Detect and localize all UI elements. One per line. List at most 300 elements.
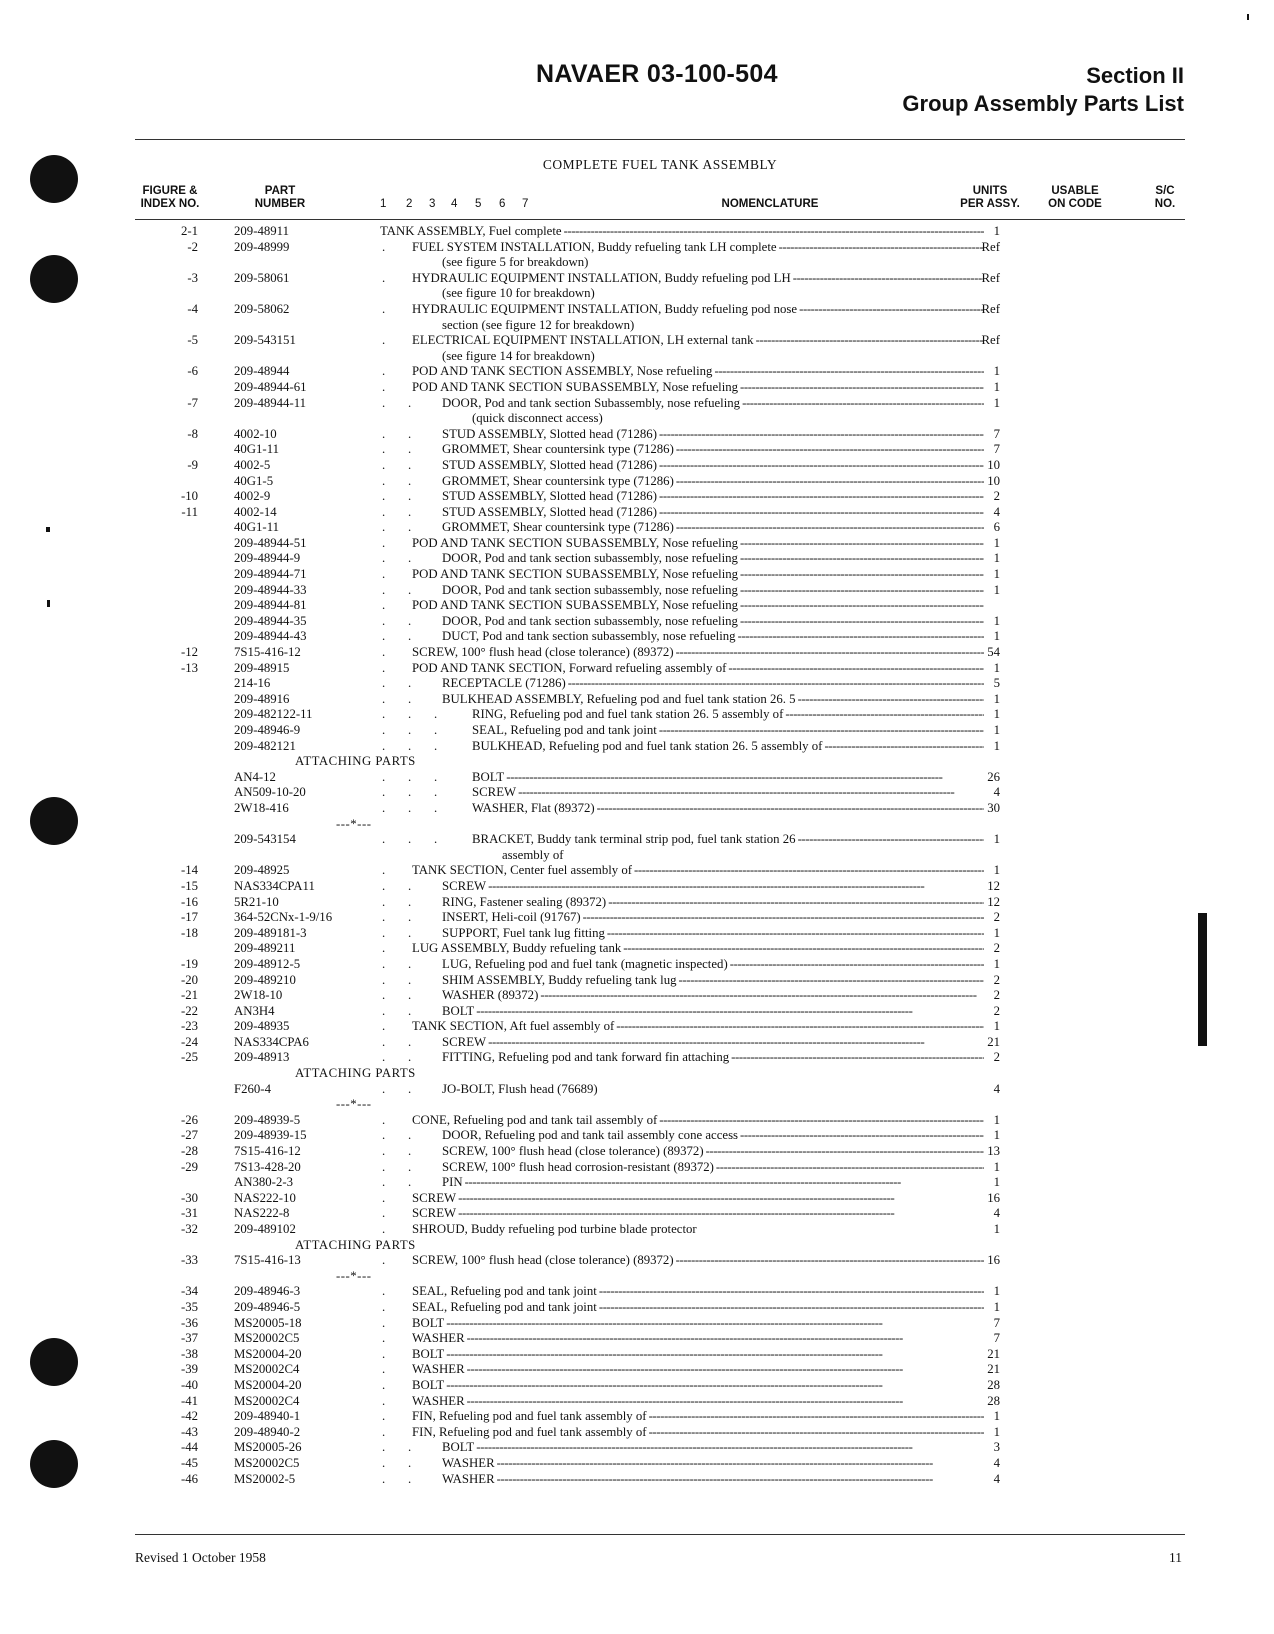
nomenclature bbox=[412, 941, 984, 957]
nomenclature bbox=[442, 474, 984, 490]
part-number: 4002-14 bbox=[234, 504, 277, 519]
nomenclature-text: WASHER bbox=[412, 1393, 465, 1408]
leader-dashes bbox=[738, 567, 984, 583]
indent-dot: . bbox=[408, 956, 412, 971]
indent-dot: . bbox=[382, 1128, 386, 1143]
nomenclature-text: WASHER (89372) bbox=[442, 988, 539, 1003]
leader-dashes bbox=[597, 1300, 984, 1316]
table-row bbox=[0, 614, 1274, 630]
part-number: NAS222-10 bbox=[234, 1190, 296, 1205]
nomenclature-text: SCREW, 100° flush head (close tolerance) (89372) bbox=[412, 645, 674, 660]
table-row bbox=[0, 1144, 1274, 1160]
indent-dot: . bbox=[382, 473, 386, 488]
indent-dot: . bbox=[382, 364, 386, 379]
leader-dashes bbox=[657, 458, 984, 474]
indent-dot: . bbox=[434, 769, 438, 784]
nomenclature bbox=[412, 1284, 984, 1300]
nomenclature bbox=[442, 505, 984, 521]
table-row bbox=[0, 895, 1274, 911]
part-number: 40G1-5 bbox=[234, 473, 274, 488]
part-number: MS20002-5 bbox=[234, 1471, 296, 1486]
units-per-assy: Ref bbox=[981, 301, 1000, 316]
indent-dot: . bbox=[382, 426, 386, 441]
figure-index: -14 bbox=[180, 863, 198, 878]
col-units-per-assy: UNITS PER ASSY. bbox=[960, 185, 1020, 210]
indent-dot: . bbox=[382, 1377, 386, 1392]
figure-index: -17 bbox=[180, 910, 198, 925]
indent-dot: . bbox=[382, 379, 386, 394]
part-number: 209-48944 bbox=[234, 364, 290, 379]
indent-dot: . bbox=[434, 707, 438, 722]
units-per-assy: 1 bbox=[993, 956, 1000, 971]
table-row bbox=[0, 1456, 1274, 1472]
figure-index: 2-1 bbox=[180, 224, 198, 238]
table-row bbox=[0, 879, 1274, 895]
units-per-assy: 1 bbox=[993, 925, 1000, 940]
figure-index: -46 bbox=[180, 1471, 198, 1486]
indent-level-2: 2 bbox=[406, 198, 413, 210]
leader-dashes bbox=[738, 598, 984, 614]
attaching-parts-separator bbox=[0, 817, 1274, 833]
nomenclature-text: SEAL, Refueling pod and tank joint bbox=[472, 723, 657, 737]
nomenclature bbox=[412, 567, 984, 583]
units-per-assy: 2 bbox=[993, 1003, 1000, 1018]
leader-dashes bbox=[674, 474, 984, 490]
indent-dot: . bbox=[382, 489, 386, 504]
units-per-assy: 3 bbox=[993, 1440, 1000, 1455]
indent-dot: . bbox=[408, 800, 412, 815]
table-row bbox=[0, 271, 1274, 287]
part-number: 209-48944-35 bbox=[234, 613, 307, 628]
table-row bbox=[0, 536, 1274, 552]
nomenclature bbox=[442, 1050, 984, 1066]
indent-dot: . bbox=[382, 457, 386, 472]
figure-index: -41 bbox=[180, 1393, 198, 1408]
table-row-continuation bbox=[0, 848, 1274, 864]
nomenclature-text: RECEPTACLE (71286) bbox=[442, 676, 566, 691]
leader-dashes bbox=[614, 1019, 984, 1035]
table-row bbox=[0, 739, 1274, 755]
part-number: AN509-10-20 bbox=[234, 785, 306, 800]
indent-dot: . bbox=[382, 785, 386, 800]
part-number: 40G1-11 bbox=[234, 442, 280, 457]
figure-index: -16 bbox=[180, 894, 198, 909]
nomenclature-text: STUD ASSEMBLY, Slotted head (71286) bbox=[442, 489, 657, 504]
indent-dot: . bbox=[408, 707, 412, 722]
part-number: MS20004-20 bbox=[234, 1377, 302, 1392]
part-number: AN380-2-3 bbox=[234, 1175, 293, 1190]
indent-dot: . bbox=[408, 582, 412, 597]
figure-index: -34 bbox=[180, 1284, 198, 1299]
table-row bbox=[0, 380, 1274, 396]
part-number: 7S13-428-20 bbox=[234, 1159, 301, 1174]
units-per-assy: 1 bbox=[993, 582, 1000, 597]
leader-dashes bbox=[465, 1331, 984, 1347]
leader-dashes bbox=[456, 1191, 984, 1207]
indent-dot: . bbox=[382, 1346, 386, 1361]
units-per-assy: 1 bbox=[993, 1222, 1000, 1236]
indent-dot: . bbox=[408, 457, 412, 472]
table-row-continuation bbox=[0, 349, 1274, 365]
leader-dashes bbox=[504, 770, 984, 786]
leader-dashes bbox=[444, 1378, 984, 1394]
indent-dot: . bbox=[382, 333, 386, 348]
indent-dot: . bbox=[382, 1050, 386, 1065]
indent-dot: . bbox=[382, 629, 386, 644]
nomenclature bbox=[412, 333, 984, 349]
nomenclature-text: SCREW bbox=[412, 1206, 457, 1221]
nomenclature-text: DOOR, Pod and tank section Subassembly, nose refueling bbox=[442, 395, 741, 410]
figure-index: -45 bbox=[180, 1455, 198, 1470]
indent-dot: . bbox=[408, 910, 412, 925]
leader-dashes bbox=[674, 520, 984, 536]
indent-dot: . bbox=[382, 1159, 386, 1174]
nomenclature-text: SCREW, 100° flush head corrosion-resistant (89372) bbox=[442, 1159, 714, 1174]
nomenclature-text: WASHER bbox=[442, 1471, 495, 1486]
table-row bbox=[0, 707, 1274, 723]
leader-dashes bbox=[463, 1175, 984, 1191]
leader-dashes bbox=[796, 832, 984, 848]
indent-dot: . bbox=[408, 520, 412, 535]
indent-dot: . bbox=[382, 1315, 386, 1330]
nomenclature bbox=[412, 1331, 984, 1347]
indent-dot: . bbox=[408, 473, 412, 488]
indent-dot: . bbox=[382, 1253, 386, 1268]
indent-level-1: 1 bbox=[380, 198, 387, 210]
table-row bbox=[0, 1316, 1274, 1332]
figure-index: -25 bbox=[180, 1050, 198, 1065]
leader-dashes bbox=[465, 1362, 984, 1378]
nomenclature bbox=[442, 427, 984, 443]
units-per-assy: 1 bbox=[993, 1112, 1000, 1127]
part-number: MS20002C5 bbox=[234, 1455, 300, 1470]
figure-index: -3 bbox=[187, 270, 198, 285]
leader-dashes bbox=[566, 676, 984, 692]
table-row bbox=[0, 240, 1274, 256]
indent-dot: . bbox=[382, 504, 386, 519]
nomenclature-text: DOOR, Pod and tank section subassembly, nose refueling bbox=[442, 582, 738, 597]
leader-dashes bbox=[538, 988, 984, 1004]
units-per-assy: 4 bbox=[993, 1455, 1000, 1470]
table-row bbox=[0, 1222, 1274, 1238]
indent-dot: . bbox=[382, 551, 386, 566]
figure-index: -31 bbox=[180, 1206, 198, 1221]
units-per-assy: 1 bbox=[993, 1409, 1000, 1424]
table-row bbox=[0, 520, 1274, 536]
units-per-assy: 16 bbox=[987, 1190, 1000, 1205]
nomenclature-text: WASHER bbox=[442, 1455, 495, 1470]
part-number: 209-48944-81 bbox=[234, 598, 307, 613]
part-number: 209-48946-9 bbox=[234, 723, 301, 737]
part-number: 209-48999 bbox=[234, 239, 290, 254]
part-number: AN4-12 bbox=[234, 769, 276, 784]
nomenclature bbox=[442, 926, 984, 942]
nomenclature-text: WASHER bbox=[412, 1362, 465, 1377]
units-per-assy: 10 bbox=[987, 473, 1000, 488]
indent-dot: . bbox=[408, 1175, 412, 1190]
figure-index: -18 bbox=[180, 925, 198, 940]
figure-index: -20 bbox=[180, 972, 198, 987]
indent-dot: . bbox=[382, 1003, 386, 1018]
indent-dot: . bbox=[408, 1471, 412, 1486]
table-row bbox=[0, 801, 1274, 817]
part-number: 209-489210 bbox=[234, 972, 296, 987]
nomenclature-text: GROMMET, Shear countersink type (71286) bbox=[442, 473, 674, 488]
nomenclature-text: SHIM ASSEMBLY, Buddy refueling tank lug bbox=[442, 972, 677, 987]
nomenclature bbox=[442, 489, 984, 505]
table-row bbox=[0, 692, 1274, 708]
table-row bbox=[0, 988, 1274, 1004]
units-per-assy: 1 bbox=[993, 707, 1000, 722]
part-number: 2W18-10 bbox=[234, 988, 283, 1003]
part-number: 209-48940-1 bbox=[234, 1409, 301, 1424]
leader-dashes bbox=[647, 1425, 984, 1441]
leader-dashes bbox=[486, 879, 984, 895]
figure-index: -27 bbox=[180, 1128, 198, 1143]
nomenclature-text: WASHER bbox=[412, 1331, 465, 1346]
units-per-assy: 2 bbox=[993, 988, 1000, 1003]
table-row bbox=[0, 926, 1274, 942]
units-per-assy: 13 bbox=[987, 1144, 1000, 1159]
units-per-assy: 1 bbox=[993, 224, 1000, 238]
nomenclature bbox=[412, 645, 984, 661]
nomenclature-text: POD AND TANK SECTION SUBASSEMBLY, Nose refueling bbox=[412, 567, 739, 582]
nomenclature bbox=[442, 1175, 984, 1191]
part-number: AN3H4 bbox=[234, 1003, 275, 1018]
indent-dot: . bbox=[408, 442, 412, 457]
nomenclature-text: section (see figure 12 for breakdown) bbox=[442, 317, 635, 332]
part-number: 7S15-416-12 bbox=[234, 645, 301, 660]
nomenclature bbox=[442, 1082, 984, 1098]
indent-dot: . bbox=[382, 1112, 386, 1127]
leader-dashes bbox=[740, 396, 984, 412]
table-row bbox=[0, 1300, 1274, 1316]
leader-dashes bbox=[581, 910, 984, 926]
units-per-assy: 4 bbox=[993, 504, 1000, 519]
leader-dashes bbox=[474, 1440, 984, 1456]
nomenclature bbox=[442, 1035, 984, 1051]
nomenclature-text: TANK ASSEMBLY, Fuel complete bbox=[380, 224, 562, 238]
col-nomenclature: NOMENCLATURE bbox=[721, 198, 819, 210]
section-title: Group Assembly Parts List bbox=[902, 91, 1184, 116]
units-per-assy: 12 bbox=[987, 894, 1000, 909]
indent-dot: . bbox=[408, 629, 412, 644]
table-row bbox=[0, 661, 1274, 677]
nomenclature bbox=[472, 832, 984, 848]
nomenclature-text: BOLT bbox=[472, 769, 505, 784]
nomenclature-text: BULKHEAD ASSEMBLY, Refueling pod and fuel tank station 26. 5 bbox=[442, 691, 796, 706]
nomenclature bbox=[412, 380, 984, 396]
nomenclature bbox=[412, 1394, 984, 1410]
separator-mark: ---*--- bbox=[336, 1097, 372, 1112]
indent-dot: . bbox=[382, 1331, 386, 1346]
part-number: 209-48944-33 bbox=[234, 582, 307, 597]
nomenclature-text: STUD ASSEMBLY, Slotted head (71286) bbox=[442, 504, 657, 519]
figure-index: -39 bbox=[180, 1362, 198, 1377]
part-number: 209-48915 bbox=[234, 660, 290, 675]
leader-dashes bbox=[495, 1456, 984, 1472]
leader-dashes bbox=[738, 583, 984, 599]
nomenclature-text: TANK SECTION, Center fuel assembly of bbox=[412, 863, 633, 878]
attaching-parts-heading bbox=[0, 1238, 1274, 1254]
indent-dot: . bbox=[382, 395, 386, 410]
table-row bbox=[0, 1425, 1274, 1441]
nomenclature bbox=[442, 676, 984, 692]
nomenclature bbox=[412, 364, 984, 380]
nomenclature bbox=[442, 1004, 984, 1020]
units-per-assy: 2 bbox=[993, 910, 1000, 925]
nomenclature bbox=[442, 286, 984, 302]
part-number: 4002-5 bbox=[234, 457, 271, 472]
nomenclature bbox=[412, 271, 984, 287]
nomenclature-text: LUG ASSEMBLY, Buddy refueling tank bbox=[412, 941, 622, 956]
table-row bbox=[0, 1113, 1274, 1129]
indent-dot: . bbox=[382, 1175, 386, 1190]
section-heading bbox=[902, 62, 1184, 118]
nomenclature bbox=[412, 1409, 984, 1425]
nomenclature-text: INSERT, Heli-coil (91767) bbox=[442, 910, 581, 925]
table-row bbox=[0, 676, 1274, 692]
figure-index: -44 bbox=[180, 1440, 198, 1455]
table-row bbox=[0, 1035, 1274, 1051]
table-row bbox=[0, 645, 1274, 661]
nomenclature bbox=[442, 1144, 984, 1160]
table-row bbox=[0, 427, 1274, 443]
table-row bbox=[0, 583, 1274, 599]
table-row-continuation bbox=[0, 318, 1274, 334]
indent-dot: . bbox=[382, 863, 386, 878]
table-row bbox=[0, 1394, 1274, 1410]
figure-index: -23 bbox=[180, 1019, 198, 1034]
leader-dashes bbox=[714, 1160, 984, 1176]
indent-dot: . bbox=[408, 972, 412, 987]
units-per-assy: 1 bbox=[993, 832, 1000, 847]
figure-index: -38 bbox=[180, 1346, 198, 1361]
units-per-assy: 12 bbox=[987, 878, 1000, 893]
nomenclature bbox=[442, 629, 984, 645]
nomenclature-text: SUPPORT, Fuel tank lug fitting bbox=[442, 925, 605, 940]
part-number: NAS334CPA6 bbox=[234, 1034, 309, 1049]
header-rule bbox=[135, 219, 1185, 220]
part-number: 209-482122-11 bbox=[234, 707, 313, 722]
figure-index: -29 bbox=[180, 1159, 198, 1174]
nomenclature-text: HYDRAULIC EQUIPMENT INSTALLATION, Buddy refueling pod nose bbox=[412, 301, 798, 316]
indent-dot: . bbox=[382, 894, 386, 909]
bottom-rule bbox=[135, 1534, 1185, 1535]
indent-dot: . bbox=[434, 785, 438, 800]
units-per-assy: Ref bbox=[981, 239, 1000, 254]
table-row bbox=[0, 1347, 1274, 1363]
figure-index: -21 bbox=[180, 988, 198, 1003]
nomenclature-text: FITTING, Refueling pod and tank forward fin attaching bbox=[442, 1050, 730, 1065]
table-row bbox=[0, 442, 1274, 458]
leader-dashes bbox=[738, 551, 984, 567]
nomenclature-text: DOOR, Refueling pod and tank tail assembly cone access bbox=[442, 1128, 739, 1143]
leader-dashes bbox=[738, 536, 984, 552]
indent-dot: . bbox=[408, 738, 412, 753]
indent-dot: . bbox=[382, 769, 386, 784]
indent-dot: . bbox=[434, 800, 438, 815]
nomenclature-text: FIN, Refueling pod and fuel tank assembly of bbox=[412, 1424, 647, 1439]
part-number: 2W18-416 bbox=[234, 800, 289, 815]
indent-dot: . bbox=[382, 1455, 386, 1470]
table-row bbox=[0, 396, 1274, 412]
indent-dot: . bbox=[408, 1144, 412, 1159]
nomenclature-text: SCREW bbox=[442, 1034, 487, 1049]
indent-dot: . bbox=[382, 738, 386, 753]
leader-dashes bbox=[736, 629, 984, 645]
nomenclature bbox=[472, 785, 984, 801]
table-row bbox=[0, 1331, 1274, 1347]
units-per-assy: 2 bbox=[993, 941, 1000, 956]
nomenclature bbox=[442, 318, 984, 334]
part-number: 209-48944-61 bbox=[234, 379, 307, 394]
table-row bbox=[0, 1191, 1274, 1207]
nomenclature bbox=[472, 770, 984, 786]
nomenclature bbox=[412, 1347, 984, 1363]
units-per-assy: 4 bbox=[993, 1471, 1000, 1486]
part-number: 209-48944-9 bbox=[234, 551, 301, 566]
nomenclature bbox=[472, 739, 984, 755]
leader-dashes bbox=[738, 1128, 984, 1144]
part-number: NAS334CPA11 bbox=[234, 878, 315, 893]
nomenclature-text: (see figure 14 for breakdown) bbox=[442, 348, 595, 363]
figure-index: -22 bbox=[180, 1003, 198, 1018]
nomenclature bbox=[472, 723, 984, 739]
nomenclature bbox=[412, 661, 984, 677]
table-row bbox=[0, 1082, 1274, 1098]
leader-dashes bbox=[796, 692, 984, 708]
units-per-assy: 16 bbox=[987, 1253, 1000, 1268]
indent-dot: . bbox=[382, 723, 386, 737]
indent-dot: . bbox=[408, 785, 412, 800]
nomenclature bbox=[412, 1113, 984, 1129]
nomenclature-text: SCREW bbox=[472, 785, 517, 800]
figure-index: -13 bbox=[180, 660, 198, 675]
table-row bbox=[0, 333, 1274, 349]
leader-dashes bbox=[486, 1035, 984, 1051]
leader-dashes bbox=[605, 926, 984, 942]
table-row bbox=[0, 1206, 1274, 1222]
indent-dot: . bbox=[382, 1409, 386, 1424]
indent-dot: . bbox=[382, 1034, 386, 1049]
indent-dot: . bbox=[434, 723, 438, 737]
units-per-assy: 21 bbox=[987, 1362, 1000, 1377]
indent-dot: . bbox=[382, 1393, 386, 1408]
figure-index: -24 bbox=[180, 1034, 198, 1049]
figure-index: -11 bbox=[181, 504, 198, 519]
figure-index: -19 bbox=[180, 956, 198, 971]
part-number: 209-489102 bbox=[234, 1222, 296, 1236]
nomenclature bbox=[442, 442, 984, 458]
nomenclature bbox=[412, 1206, 984, 1222]
units-per-assy: 1 bbox=[993, 551, 1000, 566]
leader-dashes bbox=[657, 489, 984, 505]
nomenclature-text: WASHER, Flat (89372) bbox=[472, 800, 595, 815]
figure-index: -2 bbox=[187, 239, 198, 254]
nomenclature bbox=[442, 583, 984, 599]
nomenclature-text: LUG, Refueling pod and fuel tank (magnetic inspected) bbox=[442, 956, 728, 971]
leader-dashes bbox=[495, 1472, 984, 1488]
units-per-assy: 1 bbox=[993, 738, 1000, 753]
indent-level-3: 3 bbox=[429, 198, 436, 210]
leader-dashes bbox=[783, 707, 984, 723]
part-number: 209-48911 bbox=[234, 224, 289, 238]
indent-dot: . bbox=[408, 925, 412, 940]
nomenclature bbox=[412, 1316, 984, 1332]
part-number: 209-48935 bbox=[234, 1019, 290, 1034]
table-row bbox=[0, 224, 1274, 240]
